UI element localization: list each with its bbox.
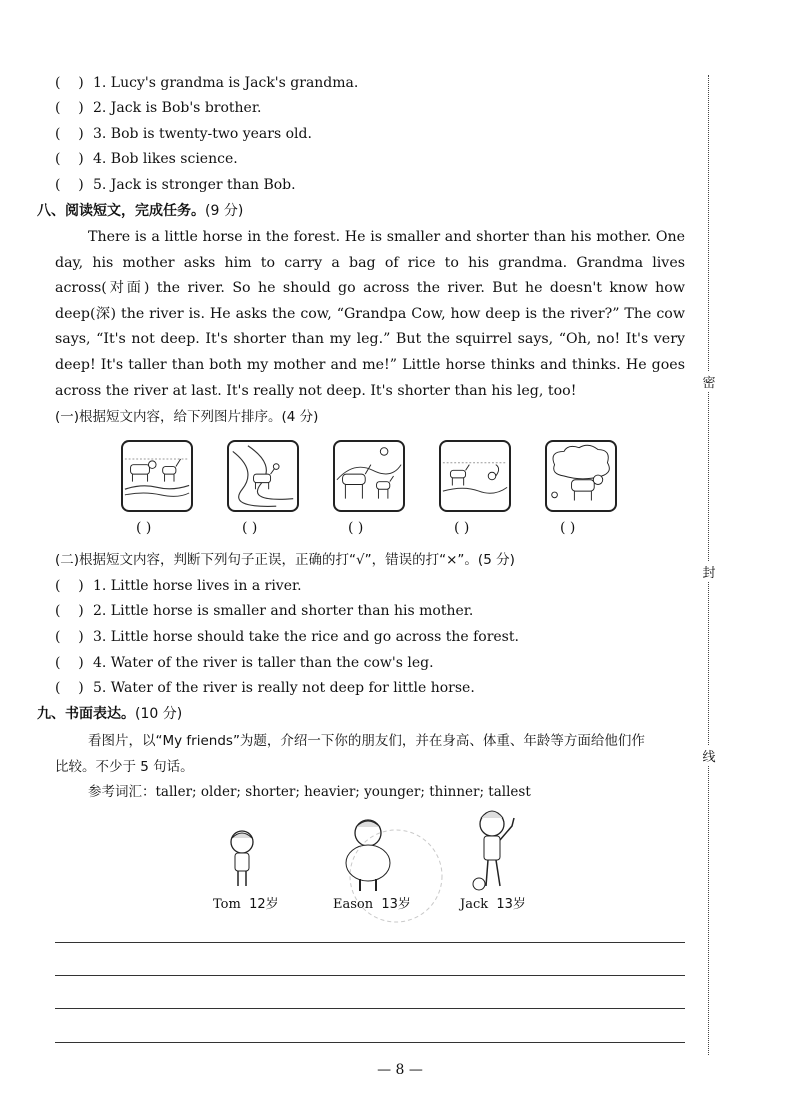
page-number: — 8 — [377, 1062, 423, 1078]
tf2-question-3: ( ) 3. Little horse should take the rice and go across the forest. [55, 629, 519, 645]
answer-blank[interactable]: ( ) [55, 655, 84, 671]
writing-line-3[interactable] [55, 1008, 685, 1009]
margin-mark-xian: 线 [700, 746, 718, 765]
margin-mark-mi: 密 [700, 372, 718, 391]
jack-figure [470, 806, 522, 894]
reading-passage: There is a little horse in the forest. He is smaller and shorter than his mother. One day, his mother asks him to carry a bag of rice to his grandma. Grandma lives across(对面) the river. So he should go across the river. But he doesn't know how deep(深) the river is. He asks the cow, “Grandpa Cow, how deep is the river?” The cow says, “It's not deep. It's shorter than my leg.” But the squirrel says, “Oh, no! It's very deep! It's taller than both my mother and me!” Little horse thinks and thinks. He goes across the river at last. It's really not deep. It's shorter than his leg, too! [55, 229, 685, 399]
part-2-instruction: (二)根据短文内容，判断下列句子正误，正确的打“√”，错误的打“×”。(5 分) [55, 552, 515, 568]
writing-line-1[interactable] [55, 942, 685, 943]
answer-blank[interactable]: ( ) [55, 629, 84, 645]
tf-question-5: ( ) 5. Jack is stronger than Bob. [55, 177, 296, 193]
tf-question-2: ( ) 2. Jack is Bob's brother. [55, 100, 262, 116]
margin-mark-feng: 封 [700, 562, 718, 581]
watermark-seal [338, 812, 454, 940]
answer-blank[interactable]: ( ) [55, 75, 84, 91]
picture-4-answer[interactable]: ( ) [454, 520, 470, 536]
picture-3-answer[interactable]: ( ) [348, 520, 364, 536]
friend-label-tom: Tom 12岁 [213, 897, 279, 912]
writing-line-2[interactable] [55, 975, 685, 976]
tf2-question-5: ( ) 5. Water of the river is really not deep for little horse. [55, 680, 475, 696]
answer-blank[interactable]: ( ) [55, 680, 84, 696]
two-horses-picture [333, 440, 405, 512]
tf-question-4: ( ) 4. Bob likes science. [55, 151, 238, 167]
picture-2-answer[interactable]: ( ) [242, 520, 258, 536]
answer-blank[interactable]: ( ) [55, 100, 84, 116]
cow-picture [545, 440, 617, 512]
picture-5-answer[interactable]: ( ) [560, 520, 576, 536]
friend-label-jack: Jack 13岁 [460, 897, 526, 912]
section-9-heading: 九、书面表达。(10 分) [37, 706, 183, 722]
tf2-question-1: ( ) 1. Little horse lives in a river. [55, 578, 302, 594]
horse-and-squirrel-picture [439, 440, 511, 512]
section-8-heading: 八、阅读短文，完成任务。(9 分) [37, 203, 244, 219]
writing-prompt-continued: 比较。不少于 5 句话。 [55, 759, 194, 775]
vocabulary-hint: 参考词汇：taller; older; shorter; heavier; younger; thinner; tallest [88, 784, 531, 800]
answer-blank[interactable]: ( ) [55, 177, 84, 193]
tf2-question-4: ( ) 4. Water of the river is taller than the cow's leg. [55, 655, 434, 671]
friend-label-eason: Eason 13岁 [333, 897, 411, 912]
answer-blank[interactable]: ( ) [55, 151, 84, 167]
answer-blank[interactable]: ( ) [55, 578, 84, 594]
answer-blank[interactable]: ( ) [55, 126, 84, 142]
tf-question-3: ( ) 3. Bob is twenty-two years old. [55, 126, 312, 142]
horse-and-cow-picture [121, 440, 193, 512]
answer-blank[interactable]: ( ) [55, 603, 84, 619]
part-1-instruction: (一)根据短文内容，给下列图片排序。(4 分) [55, 409, 319, 425]
tf2-question-2: ( ) 2. Little horse is smaller and shorter than his mother. [55, 603, 474, 619]
river-horse-picture [227, 440, 299, 512]
writing-line-4[interactable] [55, 1042, 685, 1043]
tf-question-1: ( ) 1. Lucy's grandma is Jack's grandma. [55, 75, 359, 91]
tom-figure [222, 828, 262, 892]
writing-prompt: 看图片，以“My friends”为题，介绍一下你的朋友们，并在身高、体重、年龄等方面给他们作 [88, 733, 645, 749]
picture-1-answer[interactable]: ( ) [136, 520, 152, 536]
